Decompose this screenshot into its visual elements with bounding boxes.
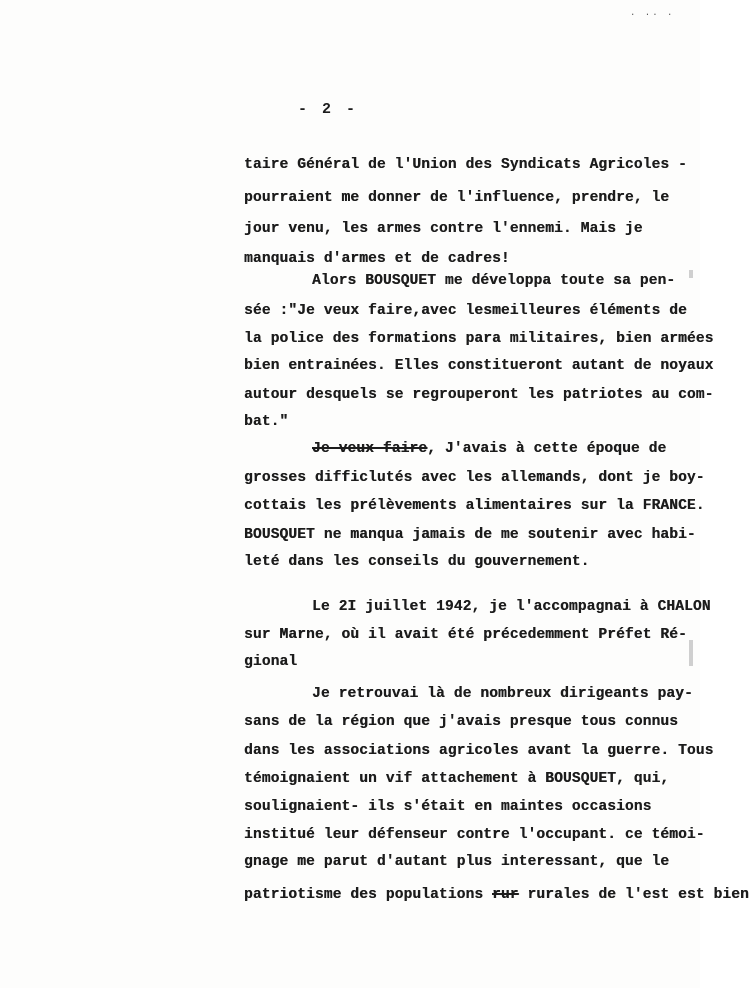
text-line: sur Marne, où il avait été précedemment Préfet Ré- [244,627,687,643]
text-line: soulignaient- ils s'était en maintes occasions [244,799,652,815]
text-line: autour desquels se regrouperont les patriotes au com- [244,387,714,403]
text-line: jour venu, les armes contre l'ennemi. Mais je [244,221,643,237]
text-line: sans de la région que j'avais presque tous connus [244,714,679,730]
text-line: dans les associations agricoles avant la guerre. Tous [244,743,714,759]
text-line: taire Général de l'Union des Syndicats Agricoles - [244,157,687,173]
text-line [312,440,666,458]
text-line: Je retrouvai là de nombreux dirigeants pay- [312,686,693,702]
text-span: , J'avais à cette époque de [427,441,667,457]
text-line: BOUSQUET ne manqua jamais de me soutenir avec habi- [244,527,696,543]
text-line: témoignaient un vif attachement à BOUSQUET, qui, [244,771,670,787]
text-line: gnage me parut d'autant plus interessant, que le [244,854,670,870]
struck-text: rur [492,887,519,903]
text-line: gional [244,654,298,670]
scan-edge-mark [689,640,693,666]
text-line: manquais d'armes et de cadres! [244,251,510,267]
struck-text: Je veux faire [312,441,428,457]
text-line: pourraient me donner de l'influence, prendre, le [244,190,670,206]
text-line: cottais les prélèvements alimentaires sur la FRANCE. [244,498,705,514]
page-number: - 2 - [298,101,359,118]
text-line: Alors BOUSQUET me développa toute sa pen- [312,273,676,289]
text-line: Le 2I juillet 1942, je l'accompagnai à CHALON [312,599,711,615]
text-line: bat." [244,414,289,430]
text-span: patriotisme des populations [244,887,493,903]
scan-edge-mark [689,270,693,278]
text-line: institué leur défenseur contre l'occupant. ce témoi- [244,827,705,843]
text-line: la police des formations para militaires, bien armées [244,331,714,347]
text-line: leté dans les conseils du gouvernement. [244,554,590,570]
text-line [244,886,749,904]
text-line: bien entrainées. Elles constitueront autant de noyaux [244,358,714,374]
text-span: rurales de l'est est bien [518,887,749,903]
text-line: grosses difficlutés avec les allemands, dont je boy- [244,470,705,486]
scan-specks: · ·· · [630,10,675,20]
text-line: sée :"Je veux faire,avec lesmeilleures éléments de [244,303,687,319]
